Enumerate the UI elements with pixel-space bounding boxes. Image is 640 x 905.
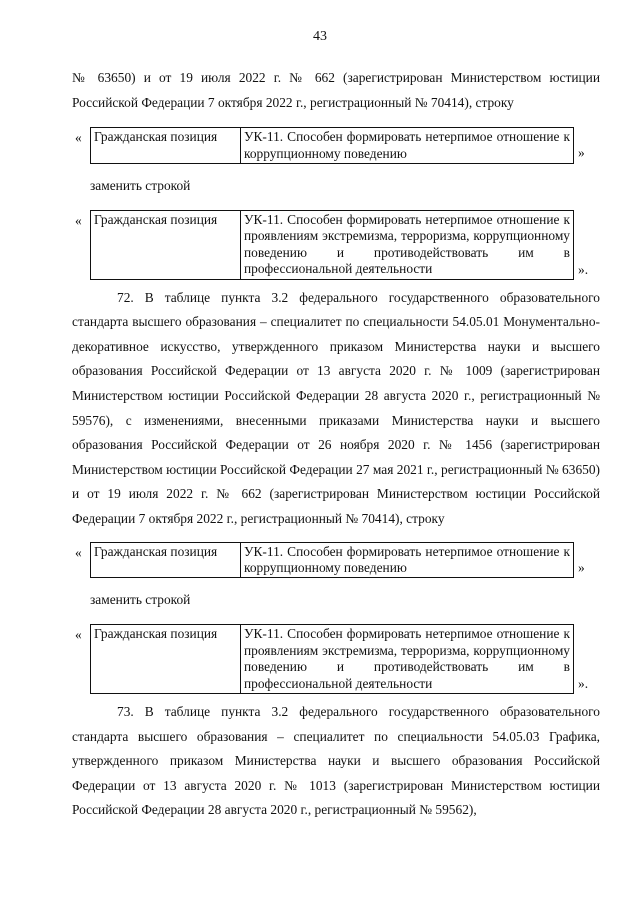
row-text-cell: УК-11. Способен формировать нетерпимое отношение к коррупционному поведению bbox=[241, 542, 574, 578]
quote-open: « bbox=[75, 130, 82, 146]
old-row-table bbox=[90, 542, 574, 579]
new-row-block-1 bbox=[72, 210, 600, 280]
row-text-cell: УК-11. Способен формировать нетерпимое отношение к проявлениям экстремизма, терроризма, коррупционному поведению и противодействовать им в профессиональной деятельности bbox=[241, 625, 574, 694]
page-number: 43 bbox=[313, 29, 327, 44]
replace-with-text: заменить строкой bbox=[90, 592, 191, 608]
intro-paragraph: № 63650) и от 19 июля 2022 г. № 662 (зарегистрирован Министерством юстиции Российской Федерации 7 октября 2022 г., регистрационный № 70414), строку bbox=[72, 70, 600, 110]
quote-open: « bbox=[75, 213, 82, 228]
row-label-cell: Гражданская позиция bbox=[91, 542, 241, 578]
quote-close: » bbox=[578, 145, 585, 161]
paragraph-73: 73. В таблице пункта 3.2 федерального государственного образовательного стандарта высшего образования – специалитет по специальности 54.05.03 Графика, утвержденного приказом Министерства науки и высшего образования Российской Федерации от 13 августа 2020 г. № 1013 (зарегистрирован Министерством юстиции Российской Федерации 28 августа 2020 г., регистрационный № 59562), bbox=[72, 704, 600, 818]
replace-with-text: заменить строкой bbox=[90, 178, 191, 193]
paragraph-72: 72. В таблице пункта 3.2 федерального государственного образовательного стандарта высшего образования – специалитет по специальности 54.05.01 Монументально-декоративное искусство, утвержденного приказом Министерства науки и высшего образования Российской Федерации от 13 августа 2020 г. № 1009 (зарегистрирован Министерством юстиции Российской Федерации 28 августа 2020 г., регистрационный № 59576), с изменениями, внесенными приказами Министерства науки и высшего образования Российской Федерации от 26 ноября 2020 г. № 1456 (зарегистрирован Министерством юстиции Российской Федерации 27 мая 2021 г., регистрационный № 63650) и от 19 июля 2022 г. № 662 (зарегистрирован Министерством юстиции Российской Федерации 7 октября 2022 г., регистрационный № 70414), строку bbox=[72, 289, 600, 526]
row-text-cell: УК-11. Способен формировать нетерпимое отношение к коррупционному поведению bbox=[241, 128, 574, 164]
new-row-block-2 bbox=[72, 624, 600, 694]
old-row-block-1 bbox=[72, 127, 600, 164]
row-label-cell: Гражданская позиция bbox=[91, 211, 241, 280]
row-label-cell: Гражданская позиция bbox=[91, 625, 241, 694]
quote-open: « bbox=[75, 544, 82, 560]
quote-close-end: ». bbox=[578, 676, 589, 692]
row-label-cell: Гражданская позиция bbox=[91, 128, 241, 164]
quote-close: » bbox=[578, 559, 585, 575]
document-body bbox=[72, 66, 600, 823]
quote-close-end: ». bbox=[578, 262, 589, 277]
quote-open: « bbox=[75, 627, 82, 643]
new-row-table bbox=[90, 624, 574, 694]
old-row-table bbox=[90, 127, 574, 164]
new-row-table bbox=[90, 210, 574, 280]
old-row-block-2 bbox=[72, 542, 600, 579]
row-text-cell: УК-11. Способен формировать нетерпимое отношение к проявлениям экстремизма, терроризма, коррупционному поведению и противодействовать им в профессиональной деятельности bbox=[241, 211, 574, 280]
